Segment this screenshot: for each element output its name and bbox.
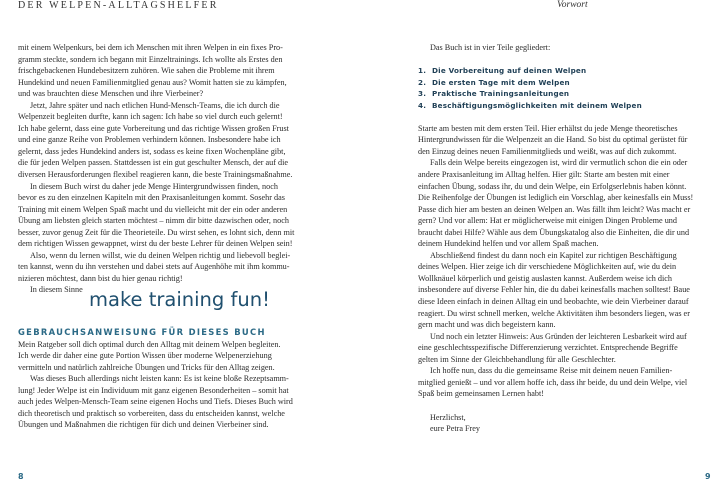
list-item: [418, 77, 708, 89]
text-line: Also, wenn du lernen willst, wie du deinen Welpen richtig und liebevoll beglei-: [30, 250, 291, 260]
paragraph-hinweis: [418, 331, 708, 366]
text-line: Falls dein Welpe bereits eingezogen ist, wird dir vermutlich schon die ein oder: [430, 158, 688, 168]
text-line: Ich hoffe nun, dass du die gemeinsame Reise mit deinem neuen Familien-: [430, 366, 673, 376]
text-line: dich theoretisch und praktisch so vorbereiten, dass du entscheiden kannst, welche: [18, 408, 285, 418]
text-line: Training mit einem Welpen Spaß macht und du vielleicht mit der ein oder anderen: [18, 204, 288, 214]
paragraph-lernen: [18, 250, 308, 285]
right-page-body: [418, 42, 708, 435]
paragraph-praxisanleitung: [418, 157, 708, 249]
text-line: insbesondere auf diverse Fehler hin, die du dabei keinesfalls machen solltest! Baue: [418, 285, 690, 295]
text-line: Passe dich hier am besten an deinen Welpen an. Was fällt ihm leicht? Was macht er: [418, 204, 691, 214]
section-heading-gebrauchsanweisung: GEBRAUCHSANWEISUNG FÜR DIESES BUCH: [18, 327, 266, 338]
text-line: dem richtigen Wissen gewappnet, wirst du der beste Lehrer für deinen Welpen sein!: [18, 239, 293, 249]
paragraph-welpenkurs: [18, 42, 308, 100]
text-line: Welpenzeit begleiten durfte, kann ich sagen: Ich habe so viel durch euch gelernt!: [18, 112, 283, 122]
paragraph-keine-rezeptsammlung: [18, 373, 308, 431]
list-item-number: 4.: [418, 100, 427, 110]
running-header-book-title: DER WELPEN-ALLTAGSHELFER: [18, 0, 219, 11]
paragraph-erster-teil: [418, 123, 708, 158]
text-line: Übungen und Maßnahmen die richtigen für dich und deinen Vierbeiner sind.: [18, 420, 269, 430]
text-line: Starte am besten mit dem ersten Teil. Hier erhältst du jede Menge theoretisches: [418, 123, 678, 133]
text-line: die für jeden Welpen passen. Stattdessen ist ein gut geschulter Mensch, der auf die: [18, 158, 288, 168]
text-line: gelten im Sinne der Gleichbehandlung für alle Geschlechter.: [418, 354, 616, 364]
left-page-body: [18, 42, 308, 431]
text-line: ten kannst, wenn du ihn verstehen und dabei stets auf Augenhöhe mit ihm kommu-: [18, 262, 290, 272]
text-line: deinem Hundekind helfen und vor allem Spaß machen.: [418, 239, 599, 249]
text-line: einfachen Übung, sodass ihr, du und dein Welpe, ein Erfolgserlebnis haben könnt.: [418, 181, 687, 191]
text-line: den Einzug deines neuen Familienmitglieds und weißt, was auf dich zukommt.: [418, 146, 677, 156]
page-number-left: 8: [18, 472, 24, 481]
text-line: nizieren möchtest, dann bist du hier genau richtig!: [18, 273, 183, 283]
text-line: auch jedes Welpen-Mensch-Team seine eigenen Hochs und Tiefs. Dieses Buch wird: [18, 397, 293, 407]
paragraph-ratgeber: [18, 339, 308, 374]
paragraph-reise: [418, 365, 708, 400]
spacer: [418, 400, 708, 412]
list-item-number: 2.: [418, 77, 427, 87]
text-line: Hintergrundwissen für die Welpenzeit an die Hand. So bist du optimal gerüstet für: [418, 135, 688, 145]
slogan-make-training-fun: make training fun!: [89, 288, 270, 312]
list-item-number: 3.: [418, 89, 427, 99]
text-line: Übung am liebsten gleich starten möchtest – nimm dir bitte dazwischen oder, noch: [18, 216, 289, 226]
spacer: [418, 54, 708, 66]
text-line: diese Ideen einfach in deinen Alltag ein und beobachte, wie dein Vierbeiner darauf: [418, 297, 689, 307]
text-line: Ich werde dir daher eine gute Portion Wissen über moderne Welpenerziehung: [18, 351, 272, 361]
text-line: Wollknäuel körperlich und geistig auslasten kannst. Außerdem weise ich dich: [418, 273, 672, 283]
text-line: gern? Und vor allem: Hat er möglicherweise mit einigen Dingen Probleme und: [418, 216, 677, 226]
list-item-label: Praktische Trainingsanleitungen: [432, 89, 570, 99]
text-line: Abschließend findest du dann noch ein Kapitel zur richtigen Beschäftigung: [430, 250, 677, 260]
text-line: mit einem Welpenkurs, bei dem ich Menschen mit ihren Welpen in ein fixes Pro-: [18, 43, 283, 52]
list-item-label: Beschäftigungsmöglichkeiten mit deinem Welpen: [432, 100, 642, 110]
text-line: Mein Ratgeber soll dich optimal durch den Alltag mit deinem Welpen begleiten.: [18, 339, 281, 349]
text-line: gelernt, dass jedes Hundekind anders ist, sodass es keine fixen Wochenpläne gibt,: [18, 146, 286, 156]
text-line: Was dieses Buch allerdings nicht leisten kann: Es ist keine bloße Rezeptsamm-: [30, 374, 289, 384]
text-line: vermitteln und natürlich zahlreiche Übungen und Tricks für den Alltag zeigen.: [18, 362, 275, 372]
text-line: braucht dabei Hilfe? Wähle aus dem Übungskatalog also die Einheiten, die dir und: [418, 227, 690, 237]
text-line: Hundekind und neuen Familienmitglied genau aus? Womit hatten sie zu kämpfen,: [18, 77, 287, 87]
spacer: [418, 111, 708, 123]
list-item: [418, 65, 708, 77]
parts-list: [418, 65, 708, 111]
closing-greeting: Herzlichst,: [430, 412, 466, 422]
text-line: Die Reihenfolge der Übungen ist lediglich ein Vorschlag, aber keinesfalls ein Muss!: [418, 193, 694, 203]
text-line: bevor es zu den einzelnen Kapiteln mit den Praxisanleitungen kommt. Sosehr das: [18, 193, 285, 203]
list-item: [418, 88, 708, 100]
running-header-chapter-title: Vorwort: [557, 0, 588, 10]
author-signature: eure Petra Frey: [430, 424, 481, 434]
text-line: Jetzt, Jahre später und nach etlichen Hund-Mensch-Teams, die ich durch die: [30, 100, 280, 110]
text-line: besser, zuvor genug Zeit für die Theorieteile. Du wirst sehen, es lohnt sich, denn mit: [18, 227, 295, 237]
list-item: [418, 100, 708, 112]
text-line: Und noch ein letzter Hinweis: Aus Gründen der leichteren Lesbarkeit wird auf: [430, 331, 687, 341]
text-line: Ich habe gelernt, dass eine gute Vorbereitung und das richtige Wissen großen Frust: [18, 123, 289, 133]
text-line: andere Praxisanleitung im Alltag helfen. Hier gilt: Starte am besten mit einer: [418, 170, 670, 180]
list-item-label: Die ersten Tage mit dem Welpen: [432, 77, 570, 87]
paragraph-hintergrundwissen: [18, 181, 308, 250]
list-item-number: 1.: [418, 66, 427, 76]
text-line: diversen Herausforderungen flexibel reagieren kann, die beste Trainingsmaßnahme.: [18, 170, 293, 180]
text-line: und was brauchten diese Menschen und ihre Vierbeiner?: [18, 89, 204, 99]
text-line: reagiert. Du wirst schnell merken, welche Aktivitäten ihm besonders liegen, was er: [418, 308, 690, 318]
page-number-right: 9: [705, 472, 711, 481]
text-line: In diesem Buch wirst du daher jede Menge Hintergrundwissen finden, noch: [30, 181, 278, 191]
list-item-label: Die Vorbereitung auf deinen Welpen: [432, 66, 587, 76]
text-line: mitglied genießt – und vor allem hoffe ich, dass ihr beide, du und dein Welpe, viel: [418, 377, 688, 387]
parts-intro: Das Buch ist in vier Teile gegliedert:: [430, 43, 551, 52]
text-line: gern macht und was dich begeistern kann.: [418, 320, 556, 330]
text-line: frischgebackenen Hundebesitzern zuhören. Wie sahen die Probleme mit ihrem: [18, 66, 275, 76]
paragraph-erfahrungen: [18, 100, 308, 181]
text-line: lung! Jeder Welpe ist ein Individuum mit ganz eigenen Besonderheiten – somit hat: [18, 385, 289, 395]
text-line: deines Welpen. Hier zeige ich dir verschiedene Möglichkeiten auf, wie du dein: [418, 262, 677, 272]
text-line: und eine ganze Reihe von Problemen verhindern können. Insbesondere habe ich: [18, 135, 281, 145]
text-line-in-diesem-sinne: In diesem Sinne: [30, 285, 83, 295]
text-line: eine geschlechtsspezifische Differenzierung verzichtet. Entsprechende Begriffe: [418, 343, 678, 353]
text-line: Spaß beim gemeinsamen Lernen habt!: [418, 389, 544, 399]
text-line: gramm steckte, sondern ich begann mit Einzeltrainings. Ich wollte als Erstes den: [18, 54, 283, 64]
paragraph-beschaeftigung: [418, 250, 708, 331]
